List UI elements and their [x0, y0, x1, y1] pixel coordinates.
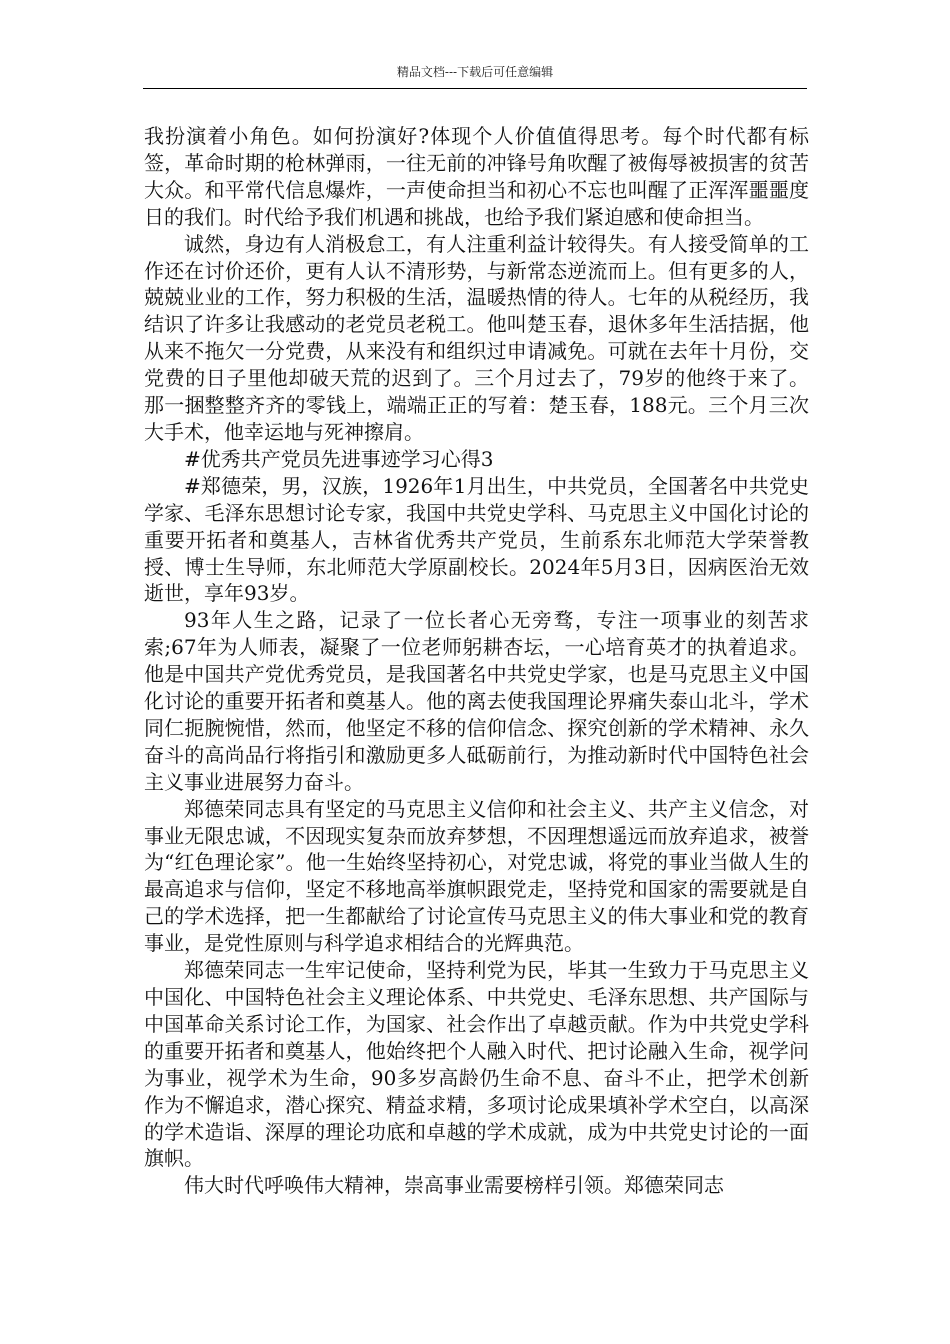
paragraph: 伟大时代呼唤伟大精神，崇高事业需要榜样引领。郑德荣同志: [184, 1173, 724, 1198]
paragraph: 郑德荣同志具有坚定的马克思主义信仰和社会主义、共产主义信念，对事业无限忠诚，不因现实复杂而放弃梦想，不因理想遥远而放弃追求，被誉为“红色理论家”。他一生始终坚持初心，对党忠诚，将党的事业当做人生的最高追求与信仰，坚定不移地高举旗帜跟党走，坚持党和国家的需要就是自己的学术选择，把一生都献给了讨论宣传马克思主义的伟大事业和党的教育事业，是党性原则与科学追求相结合的光辉典范。: [144, 796, 809, 956]
paragraph: #郑德荣，男，汉族，1926年1月出生，中共党员，全国著名中共党史学家、毛泽东思想讨论专家，我国中共党史学科、马克思主义中国化讨论的重要开拓者和奠基人，吉林省优秀共产党员，生前系东北师范大学荣誉教授、博士生导师，东北师范大学原副校长。2024年5月3日，因病医治无效逝世，享年93岁。: [144, 473, 809, 606]
paragraph: 诚然，身边有人消极怠工，有人注重利益计较得失。有人接受简单的工作还在讨价还价，更有人认不清形势，与新常态逆流而上。但有更多的人，兢兢业业的工作，努力积极的生活，温暖热情的待人。七年的从税经历，我结识了许多让我感动的老党员老税工。他叫楚玉春，退休多年生活拮据，他从来不拖欠一分党费，从来没有和组织过申请减免。可就在去年十月份，交党费的日子里他却破天荒的迟到了。三个月过去了，79岁的他终于来了。那一捆整整齐齐的零钱上，端端正正的写着：楚玉春，188元。三个月三次大手术，他幸运地与死神擦肩。: [144, 231, 809, 444]
paragraph: 我扮演着小角色。如何扮演好?体现个人价值值得思考。每个时代都有标签，革命时期的枪林弹雨，一往无前的冲锋号角吹醒了被侮辱被损害的贫苦大众。和平常代信息爆炸，一声使命担当和初心不忘也叫醒了正浑浑噩噩度日的我们。时代给予我们机遇和挑战，也给予我们紧迫感和使命担当。: [144, 124, 809, 229]
document-body: [144, 123, 809, 1199]
section-heading: #优秀共产党员先进事迹学习心得3: [184, 446, 494, 471]
page-header: 精品文档---下载后可任意编辑: [396, 65, 554, 79]
header-divider: [143, 88, 807, 89]
paragraph: 郑德荣同志一生牢记使命，坚持利党为民，毕其一生致力于马克思主义中国化、中国特色社会主义理论体系、中共党史、毛泽东思想、共产国际与中国革命关系讨论工作，为国家、社会作出了卓越贡献。作为中共党史学科的重要开拓者和奠基人，他始终把个人融入时代、把讨论融入生命，视学问为事业，视学术为生命，90多岁高龄仍生命不息、奋斗不止，把学术创新作为不懈追求，潜心探究、精益求精，多项讨论成果填补学术空白，以高深的学术造诣、深厚的理论功底和卓越的学术成就，成为中共党史讨论的一面旗帜。: [144, 958, 809, 1171]
paragraph: 93年人生之路，记录了一位长者心无旁骛，专注一项事业的刻苦求索;67年为人师表，凝聚了一位老师躬耕杏坛，一心培育英才的执着追求。他是中国共产党优秀党员，是我国著名中共党史学家，也是马克思主义中国化讨论的重要开拓者和奠基人。他的离去使我国理论界痛失泰山北斗，学术同仁扼腕惋惜，然而，他坚定不移的信仰信念、探究创新的学术精神、永久奋斗的高尚品行将指引和激励更多人砥砺前行，为推动新时代中国特色社会主义事业进展努力奋斗。: [144, 608, 809, 794]
